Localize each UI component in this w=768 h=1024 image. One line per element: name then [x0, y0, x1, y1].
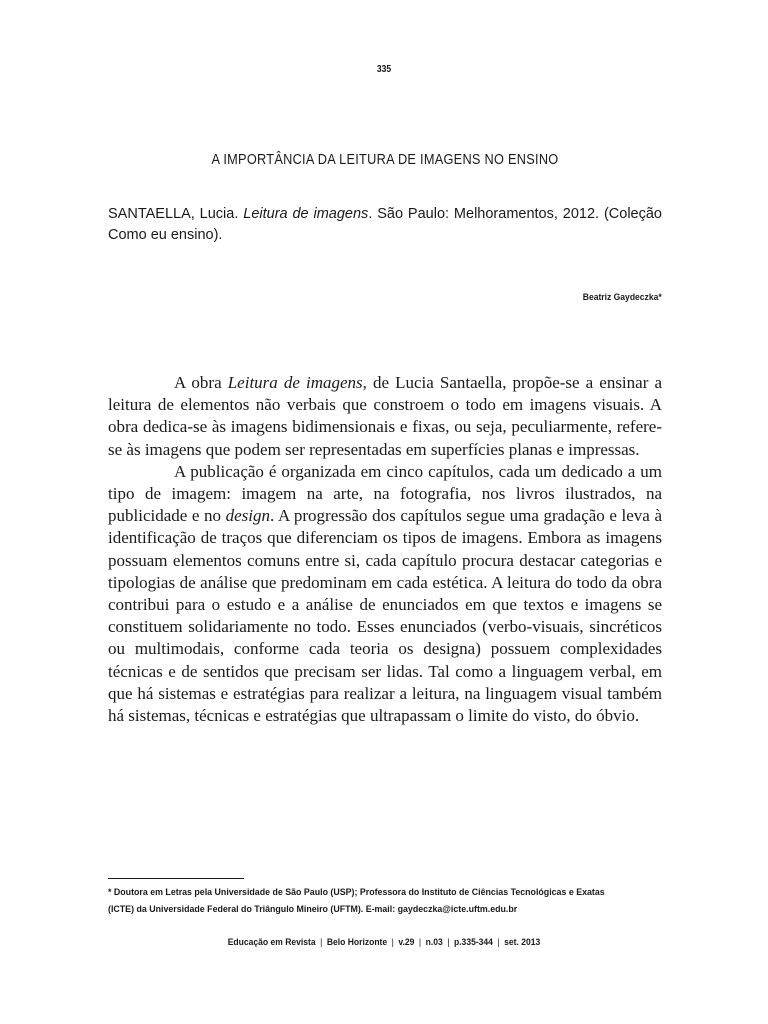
footnote-divider [108, 878, 244, 879]
article-title: A IMPORTÂNCIA DA LEITURA DE IMAGENS NO ENSINO [211, 152, 559, 168]
p1-book-title: Leitura de imagens [227, 373, 363, 392]
page-footer [38, 937, 729, 948]
p2-text-a: A publicação é organizada em cinco capítulos, cada um dedicado a um tipo de imagem: imagem na arte, na fotografia, nos livros ilustrados, na publicidade e no [108, 461, 662, 526]
footnote: * Doutora em Letras pela Universidade de São Paulo (USP); Professora do Instituto de Ciências Tecnológicas e Exatas (ICTE) da Universidade Federal do Triângulo Mineiro (UFTM). E-mail: gaydeczka@icte.uftm.edu.br [108, 887, 605, 915]
footer-date: set. 2013 [504, 937, 541, 948]
body-paragraph-2 [108, 461, 662, 727]
footer-city: Belo Horizonte [326, 937, 388, 948]
footer-separator: | [447, 937, 450, 948]
footer-pages: p.335-344 [453, 937, 493, 948]
footer-separator: | [391, 937, 394, 948]
p2-text-b: . A progressão dos capítulos segue uma gradação e leva à identificação de traços que diferenciam os tipos de imagens. Embora as imagens possuam elementos comuns entre si, cada capítulo procura destacar categorias e tipologias de análise que predominam em cada estética. A leitura do todo da obra contribui para o estudo e a análise de enunciados em que textos e imagens se constituem solidariamente no todo. Esses enunciados (verbo-visuais, sincréticos ou multimodais, conforme cada teoria os designa) possuem complexidades técnicas e de sentidos que precisam ser lidas. Tal como a linguagem verbal, em que há sistemas e estratégias para realizar a leitura, na linguagem visual também há sistemas, técnicas e estratégias que ultrapassam o limite do visto, do óbvio. [108, 506, 662, 726]
footer-separator: | [418, 937, 422, 948]
citation-publisher-part: . São Paulo: Melhoramentos, 2012. (Coleção Como eu ensino). [108, 206, 662, 243]
body-paragraph-1 [108, 372, 662, 461]
footer-separator: | [320, 937, 323, 948]
citation-book-title: Leitura de imagens [243, 206, 369, 222]
footer-separator: | [497, 937, 500, 948]
article-body [108, 372, 662, 727]
p1-text-a: A obra [174, 373, 228, 392]
book-citation [108, 204, 662, 246]
p2-design-term: design [225, 506, 271, 526]
page-number: 335 [376, 64, 392, 75]
p1-text-b: , de Lucia Santaella, propõe-se a ensinar a leitura de elementos não verbais que constroem o todo em imagens visuais. A obra dedica-se às imagens bidimensionais e fixas, ou seja, peculiarmente, refere-se às imagens que podem ser representadas em superfícies planas e impressas. [108, 373, 662, 459]
footer-journal: Educação em Revista [227, 937, 316, 948]
review-author: Beatriz Gaydeczka* [583, 292, 662, 303]
citation-author-part: SANTAELLA, Lucia. [108, 206, 244, 222]
footer-volume: v.29 [398, 937, 415, 948]
footer-number: n.03 [425, 937, 443, 948]
